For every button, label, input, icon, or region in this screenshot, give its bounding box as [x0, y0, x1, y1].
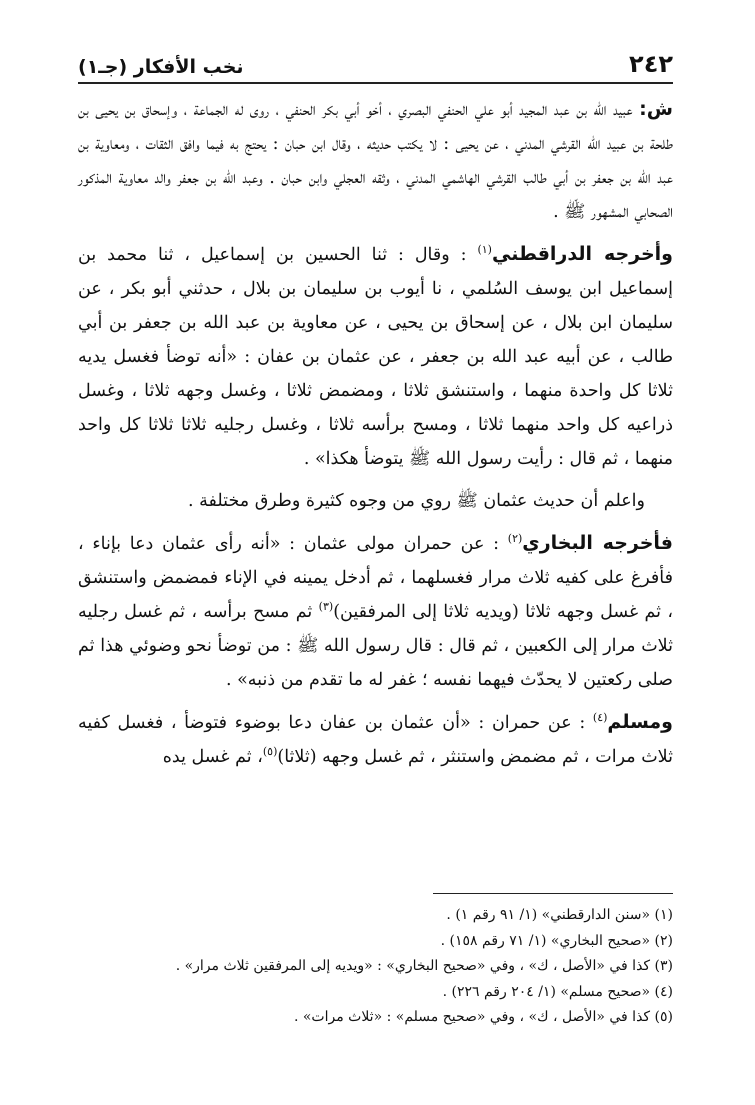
main-text: [78, 92, 673, 782]
footnote-item: (١) «سنن الدارقطني» (١/ ٩١ رقم ١) .: [446, 907, 673, 923]
footnote-ref[interactable]: (٤): [592, 711, 608, 725]
page-header: [78, 38, 673, 84]
running-title: نخب الأفكار (جـ١): [78, 56, 244, 78]
footnote-ref[interactable]: (١): [477, 243, 492, 257]
paragraph-text: ثم مسح برأسه ، ثم غسل رجليه ثلاث مرار إلى الكعبين ، ثم قال : قال رسول الله ﷺ : من توضأ نحو وضوئي هذا ثم صلى ركعتين لا يحدّث فيهما نفسه ؛ غفر له ما تقدم من ذنبه» .: [78, 602, 673, 690]
paragraph-5: [78, 705, 673, 774]
paragraph-lead: ومسلم: [607, 711, 673, 733]
paragraph-text: : وقال : ثنا الحسين بن إسماعيل ، ثنا محمد بن إسماعيل ابن يوسف السُلمي ، نا أيوب بن سليمان بن بلال ، حدثني أبو بكر ، عن سليمان ابن بلال ، عن إسحاق بن يحيى ، عن معاوية بن عبد الله بن جعفر بن أبي طالب ، عن أبيه عبد الله بن جعفر ، عن عثمان بن عفان : «أنه توضأ فغسل يديه ثلاثا كل واحدة منهما ، واستنشق ثلاثا ، ومضمض ثلاثا ، وغسل وجهه ثلاثا ، وغسل ذراعيه كل واحد منهما ثلاثا ، ومسح برأسه ثلاثا ، وغسل رجليه ثلاثا ثلاثا كل واحد منهما ، ثم قال : رأيت رسول الله ﷺ يتوضأ هكذا» .: [78, 245, 674, 469]
paragraph-text: : عن حمران : «أن عثمان بن عفان دعا بوضوء فتوضأ ، فغسل كفيه ثلاث مرات ، ثم مضمض واستنثر ، ثم غسل وجهه (ثلاثا): [78, 713, 673, 767]
paragraph-lead: فأخرجه البخاري: [522, 532, 673, 554]
paragraph-lead: ش:: [639, 98, 673, 120]
paragraph-text: واعلم أن حديث عثمان ﷺ روي من وجوه كثيرة وطرق مختلفة .: [188, 491, 645, 511]
paragraph-text: : عن حمران مولى عثمان : «أنه رأى عثمان دعا بإناء ، فأفرغ على كفيه ثلاث مرار فغسلهما ، ثم أدخل يمينه في الإناء فمضمض واستنشق ، ثم غسل وجهه ثلاثا (ويديه ثلاثا إلى المرفقين): [78, 534, 673, 622]
paragraph-2: [78, 237, 673, 476]
footnote-list: [78, 903, 673, 1031]
paragraph-lead: وأخرجه الدراقطني: [491, 243, 673, 265]
footnote-ref[interactable]: (٣): [318, 600, 334, 614]
footnote-item: (٥) كذا في «الأصل ، ك» ، وفي «صحيح مسلم» : «ثلاث مرات» .: [293, 1009, 673, 1025]
footnote-item: (٣) كذا في «الأصل ، ك» ، وفي «صحيح البخاري» : «ويديه إلى المرفقين ثلاث مرار» .: [175, 958, 673, 974]
paragraph-text: ، ثم غسل يده: [162, 747, 263, 767]
paragraph-4: [78, 526, 673, 697]
footnote-item: (٢) «صحيح البخاري» (١/ ٧١ رقم ١٥٨) .: [440, 932, 673, 949]
footnote-ref[interactable]: (٢): [507, 532, 523, 546]
page-number: ٢٤٢: [629, 50, 673, 78]
footnote-item: (٤) «صحيح مسلم» (١/ ٢٠٤ رقم ٢٢٦) .: [442, 983, 673, 1000]
paragraph-1: [78, 92, 673, 229]
footnote-ref[interactable]: (٥): [262, 745, 278, 759]
paragraph-3: [78, 484, 673, 518]
paragraph-text: عبيد الله بن عبد المجيد أبو علي الحنفي البصري ، أخو أبي بكر الحنفي ، روى له الجماعة ، وإسحاق بن يحيى بن طلحة بن عبيد الله القرشي المدني ، عن يحيى : لا يكتب حديثه ، وقال ابن حبان : يحتج به فيما وافق الثقات ، ومعاوية بن عبد الله بن جعفر بن أبي طالب القرشي الهاشمي المدني ، وثقه العجلي وابن حبان . وعبد الله بن جعفر والد معاوية المذكور الصحابي المشهور ﷺ .: [78, 100, 673, 222]
